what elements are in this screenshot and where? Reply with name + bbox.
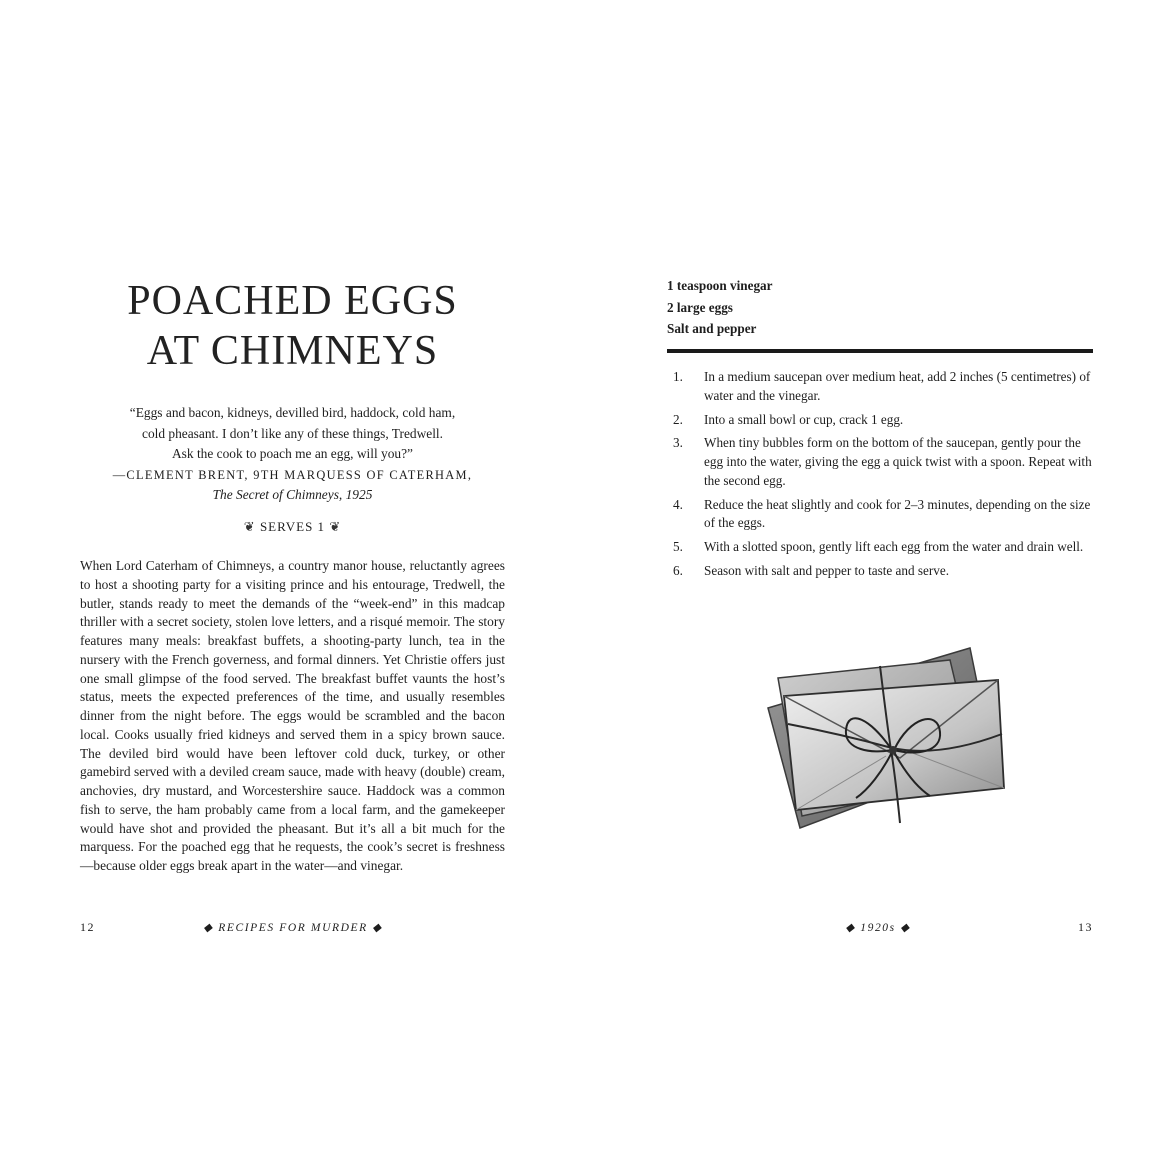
running-head-left — [193, 920, 393, 934]
step-number: 1. — [673, 369, 683, 384]
step-item — [667, 562, 1093, 581]
diamond-bullet-icon: ◆ — [900, 922, 911, 934]
title-line-2: AT CHIMNEYS — [146, 328, 439, 374]
step-number: 3. — [673, 435, 683, 451]
epigraph-line-3: Ask the cook to poach me an egg, will you?” — [172, 446, 413, 461]
step-text: In a medium saucepan over medium heat, add 2 inches (5 centimetres) of water and the vinegar. — [704, 369, 1091, 403]
step-item — [667, 368, 1093, 406]
ingredient-item: 2 large eggs — [667, 299, 733, 315]
serves-text: SERVES 1 — [259, 519, 326, 534]
running-head-left-text: RECIPES FOR MURDER — [218, 922, 368, 934]
epigraph-attribution: —CLEMENT BRENT, 9TH MARQUESS OF CATERHAM, — [112, 467, 473, 482]
epigraph — [80, 403, 505, 506]
step-item — [667, 538, 1093, 557]
tied-envelopes-illustration — [760, 638, 1020, 843]
diamond-bullet-icon: ◆ — [203, 922, 214, 934]
page-number-right: 13 — [1078, 920, 1093, 934]
step-text: Into a small bowl or cup, crack 1 egg. — [704, 411, 904, 427]
right-page — [585, 0, 1171, 1171]
step-text: When tiny bubbles form on the bottom of the saucepan, gently pour the egg into the water, giving the egg a quick twist with a spoon. Repeat with the second egg. — [704, 435, 1092, 488]
step-text: With a slotted spoon, gently lift each egg from the water and drain well. — [704, 539, 1084, 554]
ingredients-list — [667, 275, 773, 340]
diamond-bullet-icon: ◆ — [845, 922, 856, 934]
step-number: 2. — [673, 411, 683, 427]
left-page — [0, 0, 585, 1171]
intro-paragraph: When Lord Caterham of Chimneys, a country manor house, reluctantly agrees to host a shooting party for a visiting prince and his entourage, Tredwell, the butler, stands ready to meet the demands of the “week-end” in this madcap thriller with a secret society, stolen love letters, and a risqué memoir. The story features many meals: breakfast buffets, a shooting-party lunch, tea in the nursery with the French governess, and formal dinners. Yet Christie offers just one small glimpse of the food served. The breakfast buffet vaunts the host’s status, meets the expected preferences of the time, and usually resembles dinner from the night before. The eggs would be scrambled and the bacon local. Cooks usually fried kidneys and served them in a spicy brown sauce. The deviled bird would have been leftover cold duck, turkey, or other gamebird served with a deviled cream sauce, made with heavy (double) cream, anchovies, dry mustard, and Worcestershire sauce. Haddock was a common fish to serve, the ham probably came from a local farm, and the gamekeeper would have shot and provided the pheasant. But it’s all a bit much for the marquess. For the poached egg that he requests, the cook’s secret is freshness—because older eggs break apart in the water—and vinegar. — [80, 558, 505, 873]
diamond-bullet-icon: ◆ — [372, 922, 383, 934]
running-head-right-text: 1920s — [860, 922, 896, 934]
serves-label — [80, 519, 505, 535]
fleuron-icon: ❦ — [329, 519, 342, 534]
title-line-1: POACHED EGGS — [127, 278, 458, 324]
ingredient-item: 1 teaspoon vinegar — [667, 278, 773, 293]
epigraph-source: The Secret of Chimneys, 1925 — [212, 487, 373, 502]
recipe-title — [80, 276, 505, 376]
fleuron-icon: ❦ — [243, 519, 256, 534]
divider-rule — [667, 349, 1093, 353]
page-number-left: 12 — [80, 920, 95, 934]
step-text: Season with salt and pepper to taste and serve. — [704, 562, 949, 578]
epigraph-line-1: “Eggs and bacon, kidneys, devilled bird, haddock, cold ham, — [129, 405, 456, 420]
method-steps — [667, 368, 1093, 586]
ingredient-item: Salt and pepper — [667, 321, 757, 337]
step-item — [667, 411, 1093, 430]
running-head-right — [833, 920, 923, 934]
step-number: 6. — [673, 562, 683, 578]
step-number: 5. — [673, 539, 683, 554]
step-number: 4. — [673, 496, 683, 512]
step-item — [667, 496, 1093, 534]
epigraph-line-2: cold pheasant. I don’t like any of these things, Tredwell. — [142, 425, 443, 441]
step-text: Reduce the heat slightly and cook for 2–3 minutes, depending on the size of the eggs. — [704, 496, 1091, 531]
step-item — [667, 434, 1093, 490]
